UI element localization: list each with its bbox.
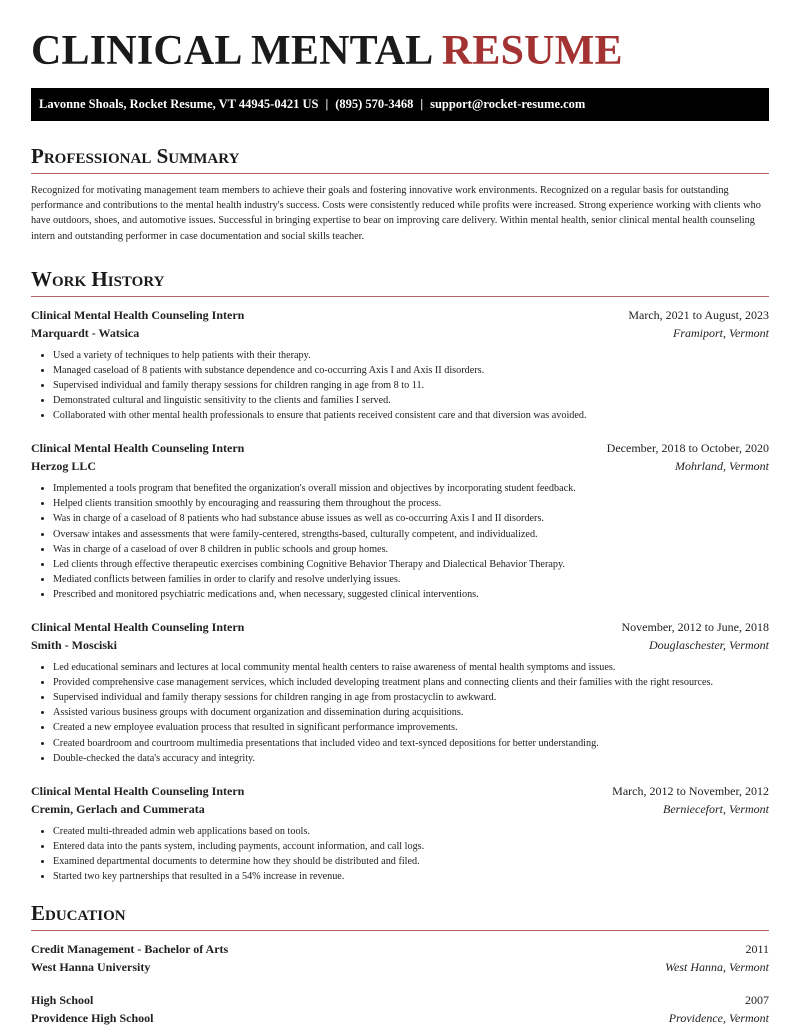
job-header-row <box>31 618 769 636</box>
education-school-row <box>31 1009 769 1027</box>
job-entry <box>31 439 769 602</box>
education-list <box>31 940 769 1027</box>
job-bullet: • Demonstrated cultural and linguistic sensitivity to the clients and families I served. <box>53 393 769 408</box>
job-entry <box>31 306 769 423</box>
company-name: Marquardt - Watsica <box>31 325 140 340</box>
degree: High School <box>31 993 94 1008</box>
job-location: Berniecefort, Vermont <box>663 801 769 816</box>
section-divider <box>31 296 769 297</box>
job-location: Framiport, Vermont <box>673 325 769 340</box>
education-header-row <box>31 940 769 958</box>
work-history-heading: Work History <box>31 266 165 291</box>
job-bullet: • Led educational seminars and lectures at local community mental health centers to raise awareness of mental health symptoms and issues. <box>53 660 769 675</box>
summary-text: Recognized for motivating management team members to achieve their goals and fostering innovative work environments. Recognized on a regular basis for outstanding performance and contributions to the mental health industry's success. Costs were consistently reduced while profits were increased. Strong experience working with clients who have outdoors, shoes, and automotive issues. Successful in bringing expertise to bear on improving care delivery. Within mental health, senior clinical mental health counseling intern and outstanding performer in case documentation and social skills teacher. <box>31 185 761 242</box>
job-title: Clinical Mental Health Counseling Intern <box>31 783 245 798</box>
contact-separator: | <box>420 97 424 111</box>
job-dates: March, 2012 to November, 2012 <box>612 783 769 798</box>
job-bullet: • Double-checked the data's accuracy and integrity. <box>53 751 769 766</box>
job-bullet: • Created boardroom and courtroom multimedia presentations that included video and text-synced depositions for better understanding. <box>53 736 769 751</box>
school-name: Providence High School <box>31 1011 154 1026</box>
school-location: Providence, Vermont <box>668 1011 769 1026</box>
job-company-row <box>31 324 769 342</box>
company-name: Herzog LLC <box>31 459 96 474</box>
job-bullet: • Collaborated with other mental health professionals to ensure that patients received consistent care and that diversion was avoided. <box>53 408 769 423</box>
contact-bar <box>31 88 769 121</box>
job-bullet: • Implemented a tools program that benefited the organization's overall mission and objectives by incorporating student feedback. <box>53 481 769 496</box>
job-bullet: • Started two key partnerships that resulted in a 54% increase in revenue. <box>53 869 769 884</box>
graduation-year: 2011 <box>745 942 769 957</box>
title-accent: RESUME <box>441 28 623 74</box>
school-name: West Hanna University <box>31 960 151 975</box>
job-company-row <box>31 800 769 818</box>
section-divider <box>31 930 769 931</box>
job-bullet: • Managed caseload of 8 patients with substance dependence and co-occurring Axis I and Axis II disorders. <box>53 363 769 378</box>
education-header-row <box>31 991 769 1009</box>
job-dates: December, 2018 to October, 2020 <box>606 441 769 456</box>
job-bullet: • Supervised individual and family therapy sessions for children ranging in age from prostacyclin to awkward. <box>53 690 769 705</box>
job-title: Clinical Mental Health Counseling Intern <box>31 307 245 322</box>
contact-email[interactable]: support@rocket-resume.com <box>430 97 586 111</box>
job-dates: March, 2021 to August, 2023 <box>628 307 769 322</box>
job-location: Mohrland, Vermont <box>675 459 769 474</box>
school-location: West Hanna, Vermont <box>665 960 769 975</box>
job-bullet: • Led clients through effective therapeutic exercises combining Cognitive Behavior Therapy and Dialectical Behavior Therapy. <box>53 557 769 572</box>
company-name: Cremin, Gerlach and Cummerata <box>31 801 205 816</box>
work-history-list <box>31 306 769 884</box>
job-bullets <box>31 824 769 884</box>
job-dates: November, 2012 to June, 2018 <box>621 620 769 635</box>
job-bullets <box>31 481 769 602</box>
job-bullet: • Oversaw intakes and assessments that were family-centered, strengths-based, culturally competent, and individualized. <box>53 527 769 542</box>
summary-heading: Professional Summary <box>31 144 240 168</box>
job-title: Clinical Mental Health Counseling Intern <box>31 441 245 456</box>
education-entry <box>31 991 769 1027</box>
degree: Credit Management - Bachelor of Arts <box>31 942 229 957</box>
job-entry <box>31 618 769 766</box>
graduation-year: 2007 <box>745 993 769 1008</box>
contact-phone: (895) 570-3468 <box>335 97 414 111</box>
job-header-row <box>31 306 769 324</box>
job-bullet: • Created a new employee evaluation process that resulted in significant performance improvements. <box>53 720 769 735</box>
job-bullet: • Supervised individual and family therapy sessions for children ranging in age from 8 to 11. <box>53 378 769 393</box>
job-bullet: • Helped clients transition smoothly by encouraging and reassuring them throughout the process. <box>53 496 769 511</box>
education-heading: Education <box>31 901 126 926</box>
title-main: CLINICAL MENTAL <box>31 28 432 74</box>
job-header-row <box>31 439 769 457</box>
job-header-row <box>31 782 769 800</box>
contact-separator: | <box>325 97 329 111</box>
job-bullet: • Created multi-threaded admin web applications based on tools. <box>53 824 769 839</box>
section-divider <box>31 173 769 174</box>
job-bullet: • Provided comprehensive case management services, which included developing treatment plans and connecting clients and their families with the right resources. <box>53 675 769 690</box>
job-bullet: • Used a variety of techniques to help patients with their therapy. <box>53 348 769 363</box>
job-bullets <box>31 348 769 423</box>
job-bullet: • Examined departmental documents to determine how they should be distributed and filed. <box>53 854 769 869</box>
job-location: Douglaschester, Vermont <box>649 638 769 653</box>
job-bullets <box>31 660 769 766</box>
job-bullet: • Mediated conflicts between families in order to clarify and resolve underlying issues. <box>53 572 769 587</box>
job-company-row <box>31 636 769 654</box>
job-bullet: • Assisted various business groups with document organization and dissemination during acquisitions. <box>53 705 769 720</box>
job-bullet: • Prescribed and monitored psychiatric medications and, when necessary, suggested clinical interventions. <box>53 587 769 602</box>
job-bullet: • Was in charge of a caseload of over 8 children in public schools and group homes. <box>53 542 769 557</box>
company-name: Smith - Mosciski <box>31 638 118 653</box>
resume-title <box>31 28 769 74</box>
job-bullet: • Entered data into the pants system, including payments, account information, and call logs. <box>53 839 769 854</box>
education-school-row <box>31 958 769 976</box>
education-entry <box>31 940 769 976</box>
job-bullet: • Was in charge of a caseload of 8 patients who had substance abuse issues as well as co-occurring Axis I and II disorders. <box>53 511 769 526</box>
job-company-row <box>31 457 769 475</box>
contact-address: Lavonne Shoals, Rocket Resume, VT 44945-0421 US <box>39 97 319 111</box>
job-entry <box>31 782 769 884</box>
job-title: Clinical Mental Health Counseling Intern <box>31 620 245 635</box>
